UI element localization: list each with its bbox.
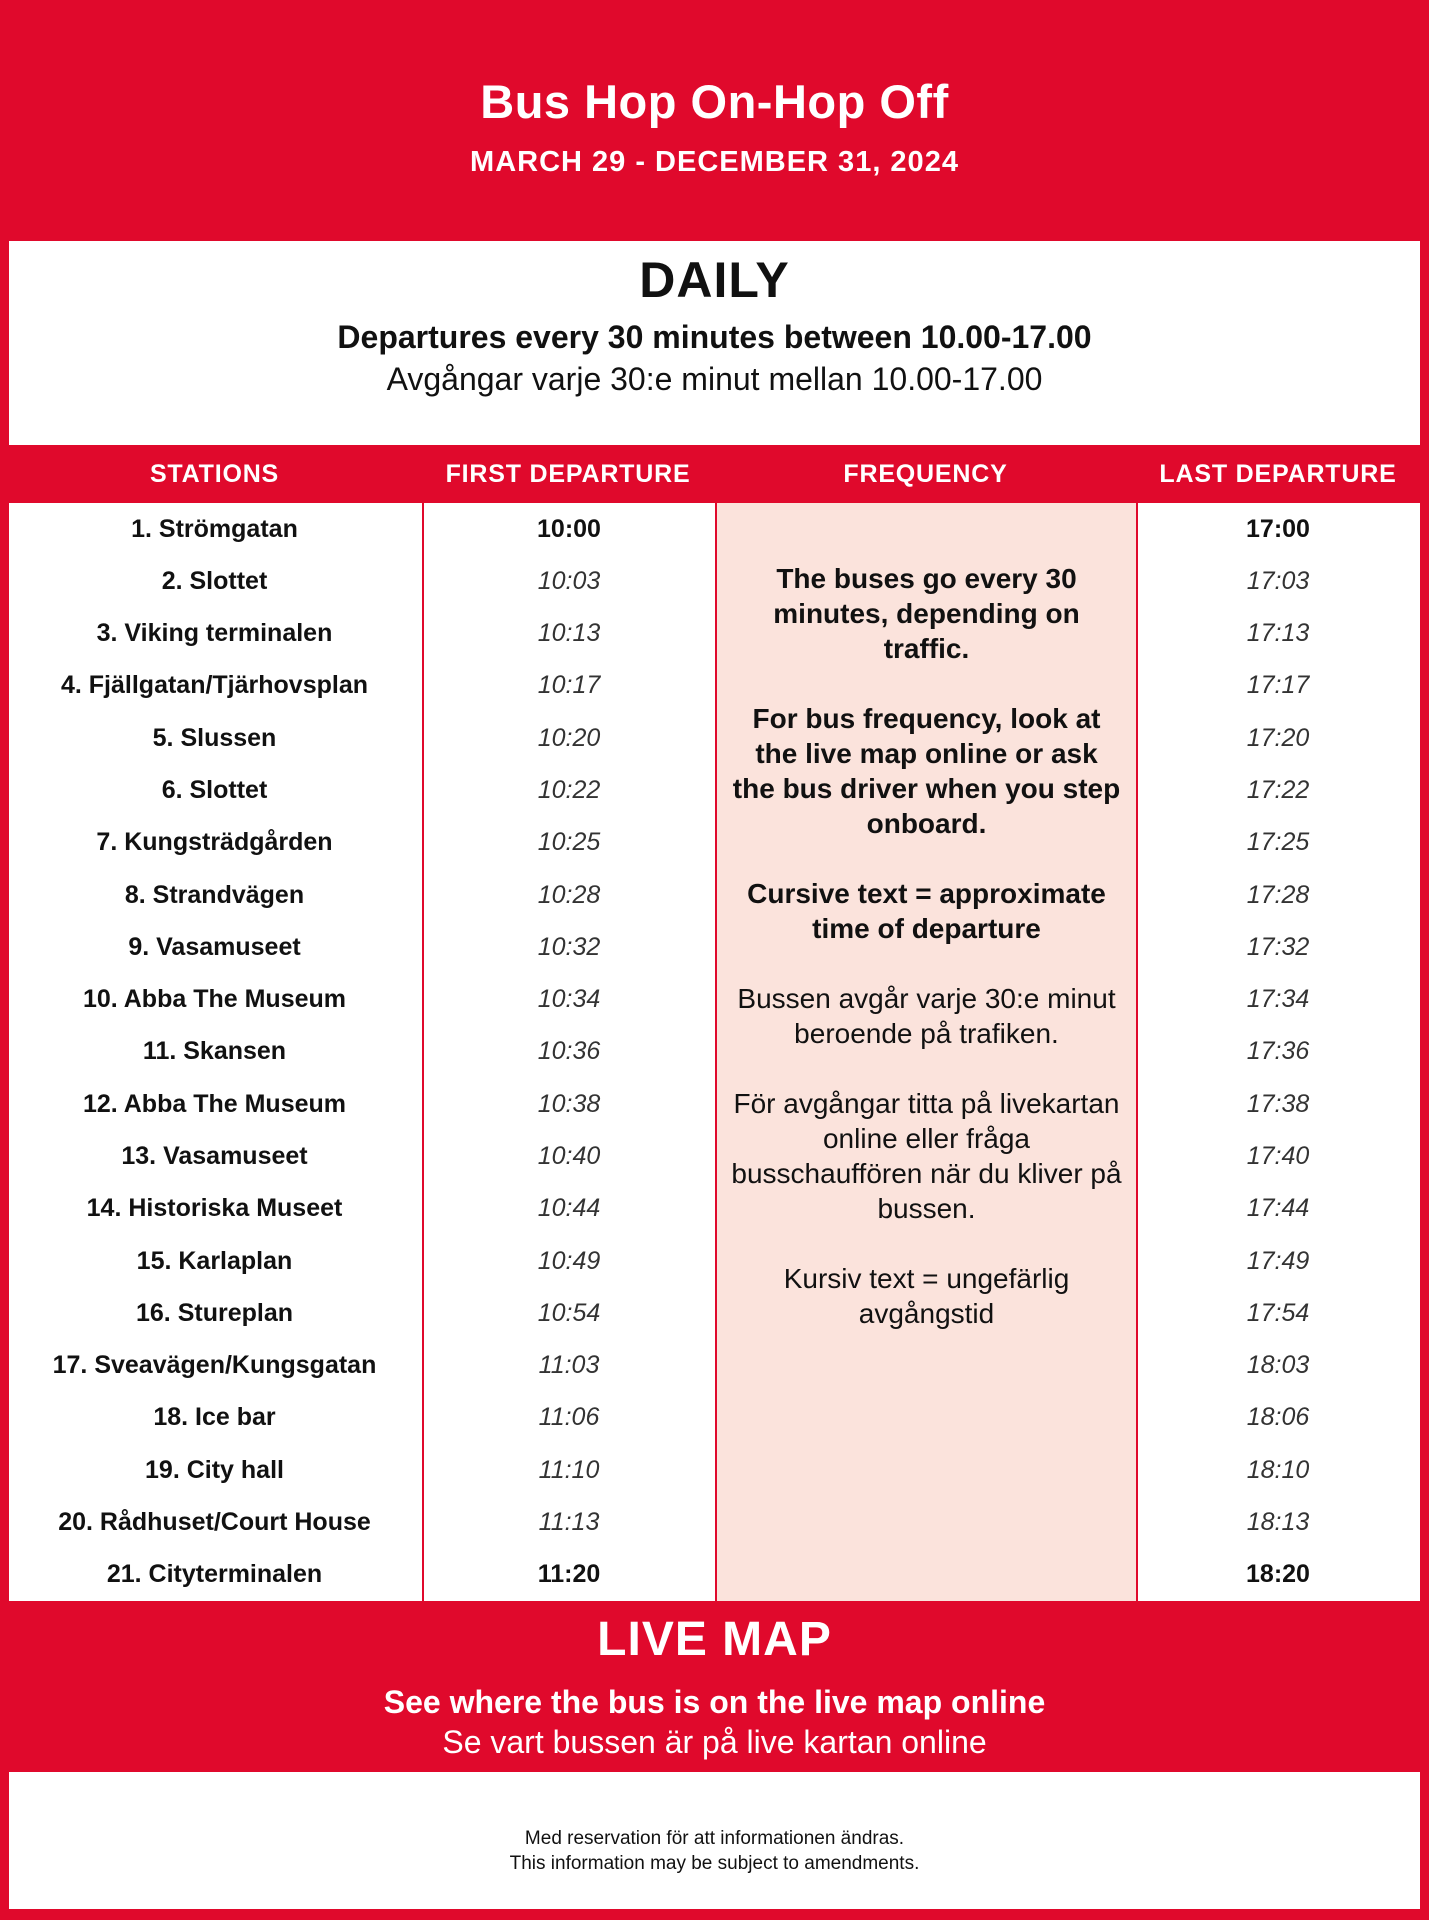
last-departure-cell: 17:54: [1246, 1298, 1310, 1327]
first-departure-cell: 10:20: [537, 723, 601, 752]
first-departure-cell: 11:06: [538, 1403, 600, 1432]
frequency-note-en-2: For bus frequency, look at the live map online or ask the bus driver when you step onboard.: [732, 703, 1121, 839]
last-departure-cell: 18:06: [1246, 1403, 1310, 1432]
live-map-section: [0, 1602, 1429, 1770]
header-stations: STATIONS: [149, 460, 280, 488]
last-departure-cell: 18:13: [1246, 1508, 1310, 1537]
first-departure-column: [422, 503, 714, 1601]
last-departure-cell: 18:10: [1246, 1455, 1310, 1484]
last-departure-cell: 17:20: [1246, 723, 1310, 752]
station-cell: 6. Slottet: [161, 776, 268, 805]
first-departure-cell: 11:03: [538, 1351, 600, 1380]
first-departure-cell: 11:13: [538, 1508, 600, 1537]
last-departure-cell: 17:17: [1246, 671, 1310, 700]
departures-swedish: Avgångar varje 30:e minut mellan 10.00-17.00: [386, 361, 1043, 397]
last-departure-cell: 17:28: [1246, 880, 1310, 909]
first-departure-cell: 10:54: [537, 1298, 601, 1327]
station-cell: 12. Abba The Museum: [82, 1089, 346, 1118]
live-map-heading: LIVE MAP: [597, 1613, 832, 1666]
first-departure-cell: 10:34: [537, 985, 601, 1014]
station-cell: 4. Fjällgatan/Tjärhovsplan: [60, 671, 369, 700]
frequency-note-en-1: The buses go every 30 minutes, depending on traffic.: [773, 563, 1080, 664]
last-departure-cell: 17:22: [1246, 776, 1310, 805]
last-departure-cell: 17:32: [1246, 932, 1310, 961]
station-cell: 2. Slottet: [161, 566, 268, 595]
first-departure-cell: 10:03: [537, 566, 601, 595]
last-departure-cell: 17:36: [1246, 1037, 1310, 1066]
first-departure-cell: 10:32: [537, 932, 601, 961]
first-departure-cell: 10:22: [537, 776, 601, 805]
last-departure-cell: 17:49: [1246, 1246, 1310, 1275]
header: [0, 0, 1429, 240]
live-map-text-swedish: Se vart bussen är på live kartan online: [442, 1724, 987, 1760]
first-departure-cell: 10:49: [537, 1246, 601, 1275]
last-departure-cell: 17:13: [1246, 619, 1310, 648]
station-cell: 17. Sveavägen/Kungsgatan: [52, 1351, 377, 1380]
station-cell: 1. Strömgatan: [131, 514, 298, 543]
station-cell: 3. Viking terminalen: [96, 619, 333, 648]
table-header: [0, 446, 1429, 502]
frequency-column: [715, 503, 1138, 1601]
first-departure-cell: 10:36: [537, 1037, 601, 1066]
disclaimer-english: This information may be subject to amendments.: [509, 1853, 920, 1874]
frequency-note-sv-3: Kursiv text = ungefärlig avgångstid: [783, 1263, 1070, 1329]
daily-heading: DAILY: [639, 252, 790, 308]
last-departure-cell: 17:03: [1246, 566, 1310, 595]
first-departure-cell: 10:13: [537, 619, 601, 648]
station-cell: 7. Kungsträdgården: [96, 828, 333, 857]
first-departure-cell: 11:20: [537, 1560, 601, 1589]
frequency-note-en-3: Cursive text = approximate time of departure: [747, 878, 1106, 944]
last-departure-cell: 17:34: [1246, 985, 1310, 1014]
disclaimer-swedish: Med reservation för att informationen ändras.: [524, 1828, 905, 1849]
station-cell: 11. Skansen: [142, 1037, 287, 1066]
station-cell: 20. Rådhuset/Court House: [58, 1508, 371, 1537]
first-departure-cell: 10:17: [537, 671, 601, 700]
station-cell: 21. Cityterminalen: [106, 1560, 323, 1589]
last-departure-cell: 17:44: [1246, 1194, 1310, 1223]
first-departure-cell: 10:28: [537, 880, 601, 909]
station-cell: 15. Karlaplan: [136, 1246, 293, 1275]
station-cell: 18. Ice bar: [153, 1403, 276, 1432]
first-departure-cell: 10:40: [537, 1142, 601, 1171]
daily-section: [9, 241, 1420, 445]
header-frequency: FREQUENCY: [843, 460, 1008, 488]
last-departure-cell: 18:20: [1246, 1560, 1310, 1589]
station-cell: 13. Vasamuseet: [121, 1142, 308, 1171]
last-departure-cell: 17:40: [1246, 1142, 1310, 1171]
first-departure-cell: 10:38: [537, 1089, 601, 1118]
header-last-departure: LAST DEPARTURE: [1159, 460, 1397, 488]
station-cell: 8. Strandvägen: [124, 880, 305, 909]
header-first-departure: FIRST DEPARTURE: [445, 460, 691, 488]
first-departure-cell: 10:44: [537, 1194, 601, 1223]
frequency-note-sv-2: För avgångar titta på livekartan online eller fråga busschauffören när du kliver på bussen.: [731, 1088, 1122, 1224]
date-range: MARCH 29 - DECEMBER 31, 2024: [470, 146, 959, 178]
page-title: Bus Hop On-Hop Off: [480, 75, 949, 128]
frequency-note-sv-1: Bussen avgår varje 30:e minut beroende på trafiken.: [737, 983, 1116, 1049]
last-departure-column: [1136, 503, 1420, 1601]
first-departure-cell: 11:10: [538, 1455, 600, 1484]
last-departure-cell: 17:25: [1246, 828, 1310, 857]
stations-column: [9, 503, 420, 1601]
station-cell: 9. Vasamuseet: [128, 932, 301, 961]
station-cell: 10. Abba The Museum: [82, 985, 346, 1014]
first-departure-cell: 10:25: [537, 828, 601, 857]
timetable-body: [9, 503, 1420, 1601]
last-departure-cell: 17:38: [1246, 1089, 1310, 1118]
station-cell: 5. Slussen: [152, 723, 277, 752]
departures-english: Departures every 30 minutes between 10.00-17.00: [337, 319, 1092, 355]
footer: [9, 1772, 1420, 1909]
first-departure-cell: 10:00: [537, 514, 601, 543]
station-cell: 16. Stureplan: [136, 1298, 293, 1327]
frequency-notes: [731, 561, 1122, 1366]
last-departure-cell: 17:00: [1246, 514, 1310, 543]
last-departure-cell: 18:03: [1246, 1351, 1310, 1380]
station-cell: 19. City hall: [145, 1455, 284, 1484]
station-cell: 14. Historiska Museet: [86, 1194, 343, 1223]
live-map-text-english: See where the bus is on the live map online: [383, 1684, 1046, 1720]
